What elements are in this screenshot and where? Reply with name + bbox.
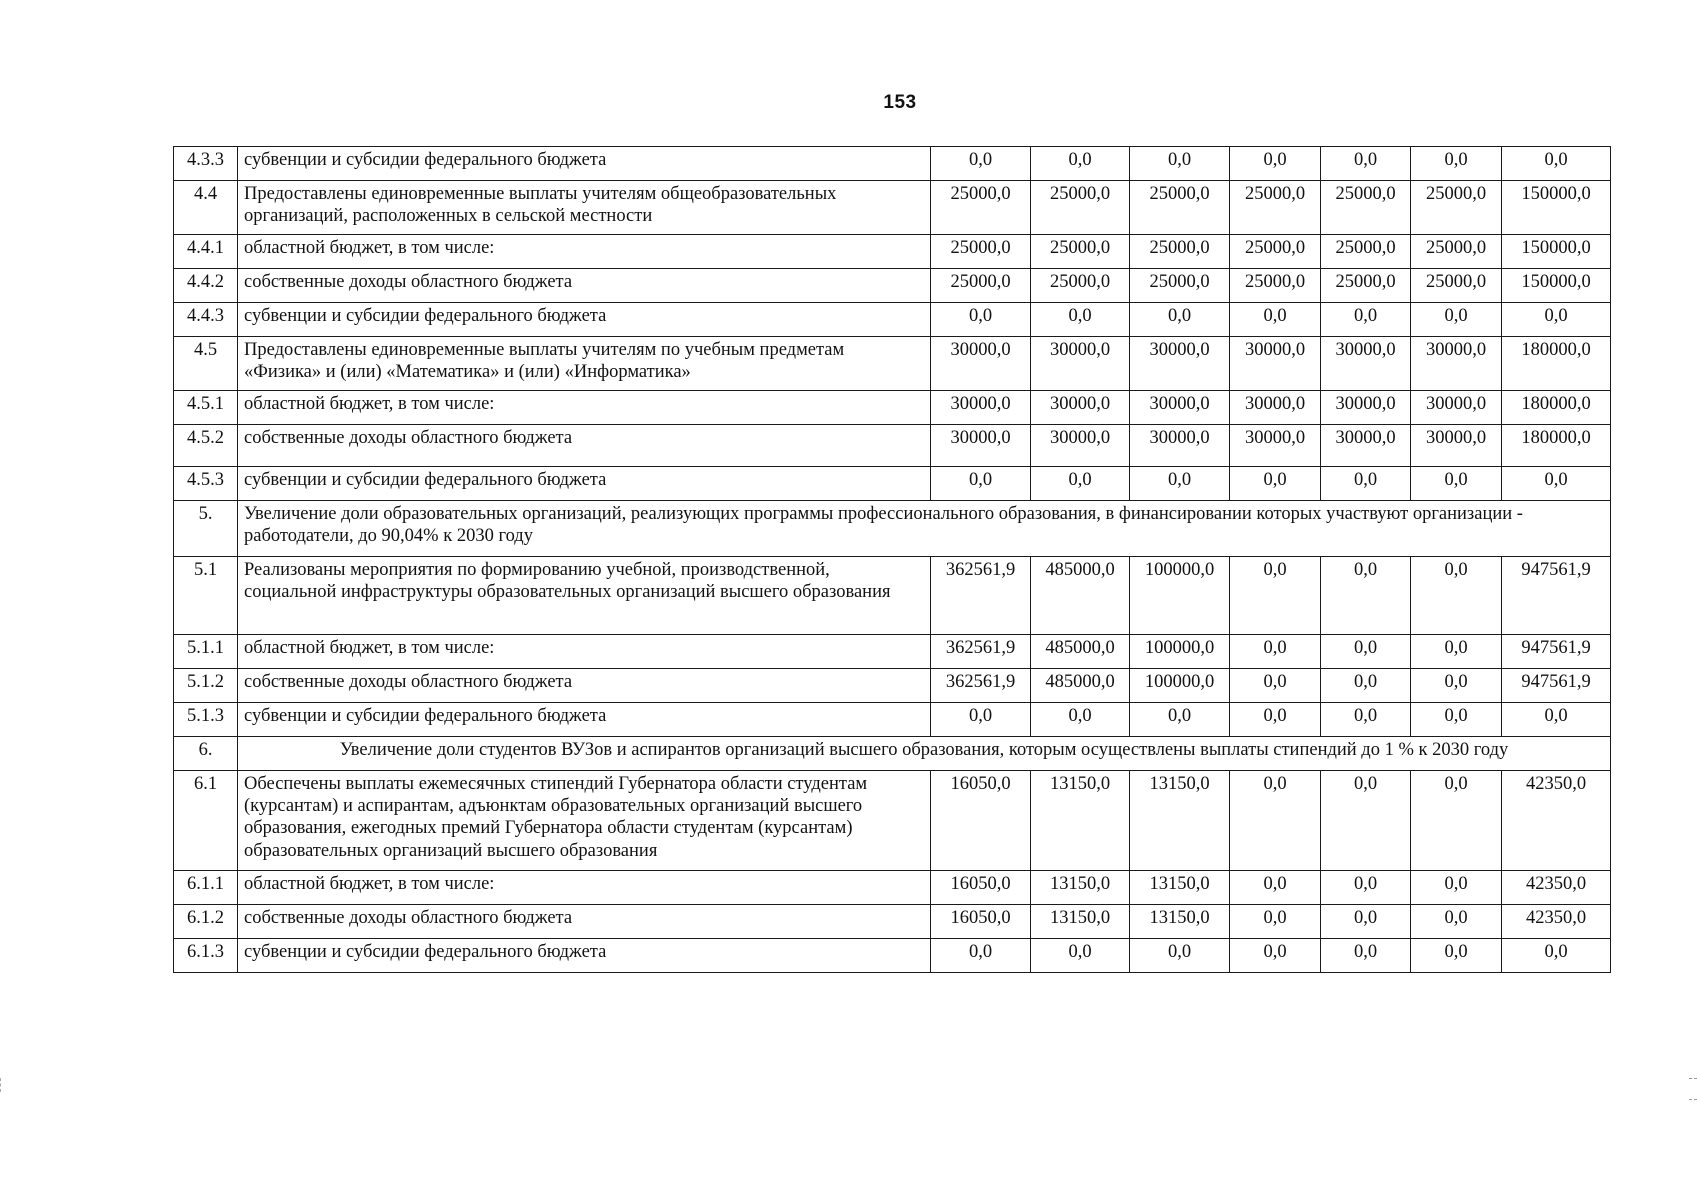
row-label: Реализованы мероприятия по формированию учебной, производственной, социальной инфраструктуры образовательных организаций высшего образования xyxy=(238,557,931,635)
total-value-cell: 180000,0 xyxy=(1502,425,1611,467)
total-value-cell: 0,0 xyxy=(1502,467,1611,501)
value-cell: 0,0 xyxy=(1321,939,1411,973)
value-cell: 485000,0 xyxy=(1031,669,1130,703)
value-cell: 362561,9 xyxy=(931,557,1031,635)
value-cell: 30000,0 xyxy=(1031,425,1130,467)
total-value-cell: 0,0 xyxy=(1502,303,1611,337)
row-number: 4.4.3 xyxy=(174,303,238,337)
value-cell: 16050,0 xyxy=(931,905,1031,939)
value-cell: 0,0 xyxy=(1321,635,1411,669)
value-cell: 25000,0 xyxy=(1230,181,1321,235)
value-cell: 0,0 xyxy=(1411,905,1502,939)
page-number: 153 xyxy=(883,92,917,113)
total-value-cell: 150000,0 xyxy=(1502,269,1611,303)
value-cell: 0,0 xyxy=(1321,467,1411,501)
value-cell: 0,0 xyxy=(1411,557,1502,635)
value-cell: 0,0 xyxy=(1230,467,1321,501)
total-value-cell: 42350,0 xyxy=(1502,905,1611,939)
value-cell: 30000,0 xyxy=(1130,391,1230,425)
row-number: 4.5.1 xyxy=(174,391,238,425)
row-label: субвенции и субсидии федерального бюджета xyxy=(238,467,931,501)
value-cell: 0,0 xyxy=(1130,147,1230,181)
row-number: 5.1.1 xyxy=(174,635,238,669)
value-cell: 30000,0 xyxy=(1321,425,1411,467)
row-label: Обеспечены выплаты ежемесячных стипендий Губернатора области студентам (курсантам) и аспирантам, адъюнктам образовательных организаций высшего образования, ежегодных премий Губернатора области студентам (курсантам) образовательных организаций высшего образования xyxy=(238,771,931,871)
value-cell: 25000,0 xyxy=(1321,269,1411,303)
value-cell: 0,0 xyxy=(1230,771,1321,871)
table-row xyxy=(174,391,1611,425)
total-value-cell: 150000,0 xyxy=(1502,181,1611,235)
value-cell: 13150,0 xyxy=(1031,905,1130,939)
value-cell: 25000,0 xyxy=(1230,235,1321,269)
value-cell: 30000,0 xyxy=(1411,425,1502,467)
row-number: 6. xyxy=(174,737,238,771)
total-value-cell: 947561,9 xyxy=(1502,635,1611,669)
value-cell: 100000,0 xyxy=(1130,669,1230,703)
row-label: областной бюджет, в том числе: xyxy=(238,235,931,269)
total-value-cell: 947561,9 xyxy=(1502,557,1611,635)
value-cell: 30000,0 xyxy=(1230,391,1321,425)
value-cell: 0,0 xyxy=(1411,939,1502,973)
row-label: собственные доходы областного бюджета xyxy=(238,905,931,939)
row-label: собственные доходы областного бюджета xyxy=(238,425,931,467)
row-label: областной бюджет, в том числе: xyxy=(238,635,931,669)
value-cell: 0,0 xyxy=(1411,703,1502,737)
total-value-cell: 42350,0 xyxy=(1502,771,1611,871)
value-cell: 25000,0 xyxy=(1321,181,1411,235)
table-row xyxy=(174,669,1611,703)
value-cell: 25000,0 xyxy=(931,235,1031,269)
value-cell: 485000,0 xyxy=(1031,635,1130,669)
value-cell: 0,0 xyxy=(931,939,1031,973)
value-cell: 16050,0 xyxy=(931,771,1031,871)
value-cell: 0,0 xyxy=(1130,939,1230,973)
value-cell: 0,0 xyxy=(1411,147,1502,181)
table-body xyxy=(174,147,1611,973)
value-cell: 0,0 xyxy=(1411,635,1502,669)
value-cell: 0,0 xyxy=(931,303,1031,337)
value-cell: 13150,0 xyxy=(1130,905,1230,939)
table-row xyxy=(174,303,1611,337)
value-cell: 0,0 xyxy=(1130,303,1230,337)
value-cell: 30000,0 xyxy=(1130,337,1230,391)
value-cell: 30000,0 xyxy=(1031,337,1130,391)
value-cell: 0,0 xyxy=(1411,303,1502,337)
scan-margin-mark xyxy=(0,1078,4,1092)
value-cell: 30000,0 xyxy=(931,337,1031,391)
value-cell: 0,0 xyxy=(1130,467,1230,501)
value-cell: 30000,0 xyxy=(931,425,1031,467)
value-cell: 30000,0 xyxy=(1130,425,1230,467)
total-value-cell: 42350,0 xyxy=(1502,871,1611,905)
value-cell: 0,0 xyxy=(1230,557,1321,635)
row-number: 4.4.2 xyxy=(174,269,238,303)
row-label: субвенции и субсидии федерального бюджета xyxy=(238,939,931,973)
value-cell: 25000,0 xyxy=(1031,235,1130,269)
total-value-cell: 0,0 xyxy=(1502,703,1611,737)
value-cell: 0,0 xyxy=(1321,669,1411,703)
value-cell: 0,0 xyxy=(1230,303,1321,337)
value-cell: 25000,0 xyxy=(1031,269,1130,303)
value-cell: 0,0 xyxy=(1321,147,1411,181)
value-cell: 0,0 xyxy=(1321,557,1411,635)
table-row xyxy=(174,337,1611,391)
value-cell: 25000,0 xyxy=(1130,269,1230,303)
value-cell: 30000,0 xyxy=(1321,391,1411,425)
value-cell: 25000,0 xyxy=(1130,235,1230,269)
value-cell: 0,0 xyxy=(1321,703,1411,737)
value-cell: 0,0 xyxy=(1031,303,1130,337)
table-row xyxy=(174,871,1611,905)
value-cell: 25000,0 xyxy=(931,181,1031,235)
value-cell: 0,0 xyxy=(1031,467,1130,501)
value-cell: 25000,0 xyxy=(1411,235,1502,269)
table-row xyxy=(174,771,1611,871)
row-number: 4.3.3 xyxy=(174,147,238,181)
value-cell: 13150,0 xyxy=(1130,871,1230,905)
value-cell: 0,0 xyxy=(931,467,1031,501)
row-label: собственные доходы областного бюджета xyxy=(238,669,931,703)
value-cell: 0,0 xyxy=(1230,871,1321,905)
row-label: Предоставлены единовременные выплаты учителям по учебным предметам «Физика» и (или) «Математика» и (или) «Информатика» xyxy=(238,337,931,391)
table-row xyxy=(174,557,1611,635)
table-row xyxy=(174,905,1611,939)
row-number: 4.4.1 xyxy=(174,235,238,269)
value-cell: 25000,0 xyxy=(1411,181,1502,235)
row-number: 4.5.2 xyxy=(174,425,238,467)
value-cell: 25000,0 xyxy=(1031,181,1130,235)
table-row xyxy=(174,425,1611,467)
value-cell: 30000,0 xyxy=(1230,337,1321,391)
value-cell: 362561,9 xyxy=(931,635,1031,669)
row-number: 5. xyxy=(174,501,238,557)
value-cell: 100000,0 xyxy=(1130,635,1230,669)
total-value-cell: 180000,0 xyxy=(1502,391,1611,425)
table-row xyxy=(174,235,1611,269)
section-row xyxy=(174,737,1611,771)
scan-margin-mark xyxy=(1689,1078,1697,1100)
value-cell: 25000,0 xyxy=(931,269,1031,303)
value-cell: 25000,0 xyxy=(1321,235,1411,269)
value-cell: 25000,0 xyxy=(1230,269,1321,303)
total-value-cell: 150000,0 xyxy=(1502,235,1611,269)
value-cell: 0,0 xyxy=(1411,467,1502,501)
value-cell: 0,0 xyxy=(1031,147,1130,181)
value-cell: 100000,0 xyxy=(1130,557,1230,635)
row-number: 6.1 xyxy=(174,771,238,871)
value-cell: 30000,0 xyxy=(1411,337,1502,391)
table-row xyxy=(174,269,1611,303)
section-title: Увеличение доли студентов ВУЗов и аспирантов организаций высшего образования, которым осуществлены выплаты стипендий до 1 % к 2030 году xyxy=(238,737,1611,771)
value-cell: 13150,0 xyxy=(1031,871,1130,905)
value-cell: 0,0 xyxy=(1230,635,1321,669)
total-value-cell: 0,0 xyxy=(1502,939,1611,973)
row-number: 4.5.3 xyxy=(174,467,238,501)
value-cell: 362561,9 xyxy=(931,669,1031,703)
row-number: 5.1.3 xyxy=(174,703,238,737)
row-number: 6.1.3 xyxy=(174,939,238,973)
table-row xyxy=(174,703,1611,737)
value-cell: 30000,0 xyxy=(1031,391,1130,425)
total-value-cell: 180000,0 xyxy=(1502,337,1611,391)
value-cell: 30000,0 xyxy=(1230,425,1321,467)
row-label: Предоставлены единовременные выплаты учителям общеобразовательных организаций, расположенных в сельской местности xyxy=(238,181,931,235)
budget-table xyxy=(173,146,1611,973)
value-cell: 30000,0 xyxy=(1411,391,1502,425)
row-number: 6.1.1 xyxy=(174,871,238,905)
value-cell: 0,0 xyxy=(1230,905,1321,939)
table-row xyxy=(174,181,1611,235)
value-cell: 0,0 xyxy=(1321,771,1411,871)
row-label: субвенции и субсидии федерального бюджета xyxy=(238,147,931,181)
value-cell: 30000,0 xyxy=(1321,337,1411,391)
value-cell: 0,0 xyxy=(1411,771,1502,871)
value-cell: 485000,0 xyxy=(1031,557,1130,635)
value-cell: 0,0 xyxy=(1321,905,1411,939)
row-number: 4.4 xyxy=(174,181,238,235)
value-cell: 16050,0 xyxy=(931,871,1031,905)
value-cell: 0,0 xyxy=(931,147,1031,181)
row-label: областной бюджет, в том числе: xyxy=(238,871,931,905)
total-value-cell: 0,0 xyxy=(1502,147,1611,181)
value-cell: 25000,0 xyxy=(1130,181,1230,235)
value-cell: 0,0 xyxy=(1230,939,1321,973)
section-row xyxy=(174,501,1611,557)
table-row xyxy=(174,147,1611,181)
value-cell: 0,0 xyxy=(1321,871,1411,905)
row-label: областной бюджет, в том числе: xyxy=(238,391,931,425)
row-label: субвенции и субсидии федерального бюджета xyxy=(238,303,931,337)
row-number: 4.5 xyxy=(174,337,238,391)
value-cell: 0,0 xyxy=(1411,871,1502,905)
value-cell: 0,0 xyxy=(1411,669,1502,703)
value-cell: 25000,0 xyxy=(1411,269,1502,303)
value-cell: 13150,0 xyxy=(1130,771,1230,871)
section-title: Увеличение доли образовательных организаций, реализующих программы профессионального образования, в финансировании которых участвуют организации - работодатели, до 90,04% к 2030 году xyxy=(238,501,1611,557)
value-cell: 0,0 xyxy=(1321,303,1411,337)
row-number: 6.1.2 xyxy=(174,905,238,939)
row-label: субвенции и субсидии федерального бюджета xyxy=(238,703,931,737)
value-cell: 0,0 xyxy=(1230,703,1321,737)
total-value-cell: 947561,9 xyxy=(1502,669,1611,703)
value-cell: 30000,0 xyxy=(931,391,1031,425)
table-row xyxy=(174,635,1611,669)
row-number: 5.1 xyxy=(174,557,238,635)
row-number: 5.1.2 xyxy=(174,669,238,703)
value-cell: 0,0 xyxy=(1230,669,1321,703)
value-cell: 0,0 xyxy=(1031,703,1130,737)
value-cell: 0,0 xyxy=(931,703,1031,737)
value-cell: 13150,0 xyxy=(1031,771,1130,871)
row-label: собственные доходы областного бюджета xyxy=(238,269,931,303)
value-cell: 0,0 xyxy=(1230,147,1321,181)
value-cell: 0,0 xyxy=(1031,939,1130,973)
value-cell: 0,0 xyxy=(1130,703,1230,737)
table-row xyxy=(174,467,1611,501)
table-row xyxy=(174,939,1611,973)
